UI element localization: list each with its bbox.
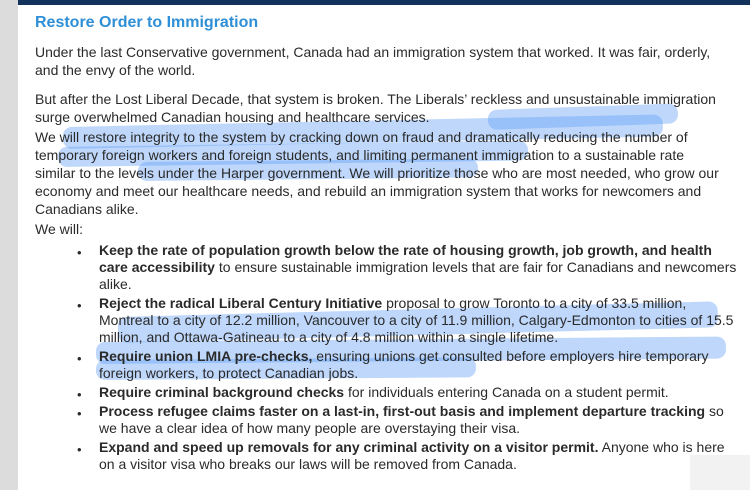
bullet-marker: •	[77, 442, 82, 457]
section-heading: Restore Order to Immigration	[35, 14, 259, 31]
paragraph: But after the Lost Liberal Decade, that system is broken. The Liberals’ reckless and unsustainable immigration surge overwhelmed Canadian housing and healthcare services.	[35, 91, 716, 125]
list-item-text: proposal to grow Toronto to a city of 33.5 million, Montreal to a city of 12.2 million, Vancouver to a city of 11.9 million, Calgary-Edmonton to cities of 15.5 million, and Ottawa-Gatineau to a city of 4.8 million within a single lifetime.	[99, 295, 734, 345]
bullet-marker: •	[77, 298, 82, 313]
list-item-text: Anyone who is here on a visitor visa who breaks our laws will be removed from Canada.	[99, 439, 725, 472]
list-item-bold: Reject the radical Liberal Century Initiative	[99, 295, 383, 311]
list-item-bold: Expand and speed up removals for any criminal activity on a visitor permit.	[99, 439, 599, 455]
list-item	[99, 242, 739, 293]
header-bar	[18, 0, 750, 5]
list-item-bold: Process refugee claims faster on a last-in, first-out basis and implement departure tracking	[99, 403, 706, 419]
list-item-text: ensuring unions get consulted before employers hire temporary foreign workers, to protect Canadian jobs.	[99, 348, 709, 381]
list-item-text: so we have a clear idea of how many people are overstaying their visa.	[99, 403, 724, 436]
list-item	[99, 384, 739, 401]
bullet-marker: •	[77, 351, 82, 366]
document-page	[18, 0, 750, 490]
list-item-text: to ensure sustainable immigration levels that are fair for Canadians and newcomers alike.	[99, 259, 737, 292]
list-item-bold: Require criminal background checks	[99, 384, 345, 400]
list-item	[99, 295, 739, 346]
list-item-text: for individuals entering Canada on a student permit.	[344, 384, 669, 400]
paragraph: Under the last Conservative government, Canada had an immigration system that worked. It was fair, orderly, and the envy of the world.	[35, 44, 711, 78]
bullet-marker: •	[77, 245, 82, 260]
bullet-marker: •	[77, 387, 82, 402]
list-item	[99, 348, 739, 382]
paragraph: We will restore integrity to the system by cracking down on fraud and dramatically reducing the number of temporary foreign workers and foreign students, and limiting permanent immigration to a sustainable rate similar to the levels under the Harper government. We will prioritize those who are most needed, who grow our economy and meet our healthcare needs, and rebuild an immigration system that works for newcomers and Canadians alike.	[35, 129, 719, 217]
list-item-bold: Require union LMIA pre-checks,	[99, 348, 313, 364]
list-item-bold: Keep the rate of population growth below the rate of housing growth, job growth, and health care accessibility	[99, 242, 712, 275]
paragraph-we-will: We will:	[35, 221, 83, 237]
page-corner-shadow	[690, 455, 750, 490]
bullet-marker: •	[77, 406, 82, 421]
list-item	[99, 439, 739, 473]
list-item	[99, 403, 739, 437]
